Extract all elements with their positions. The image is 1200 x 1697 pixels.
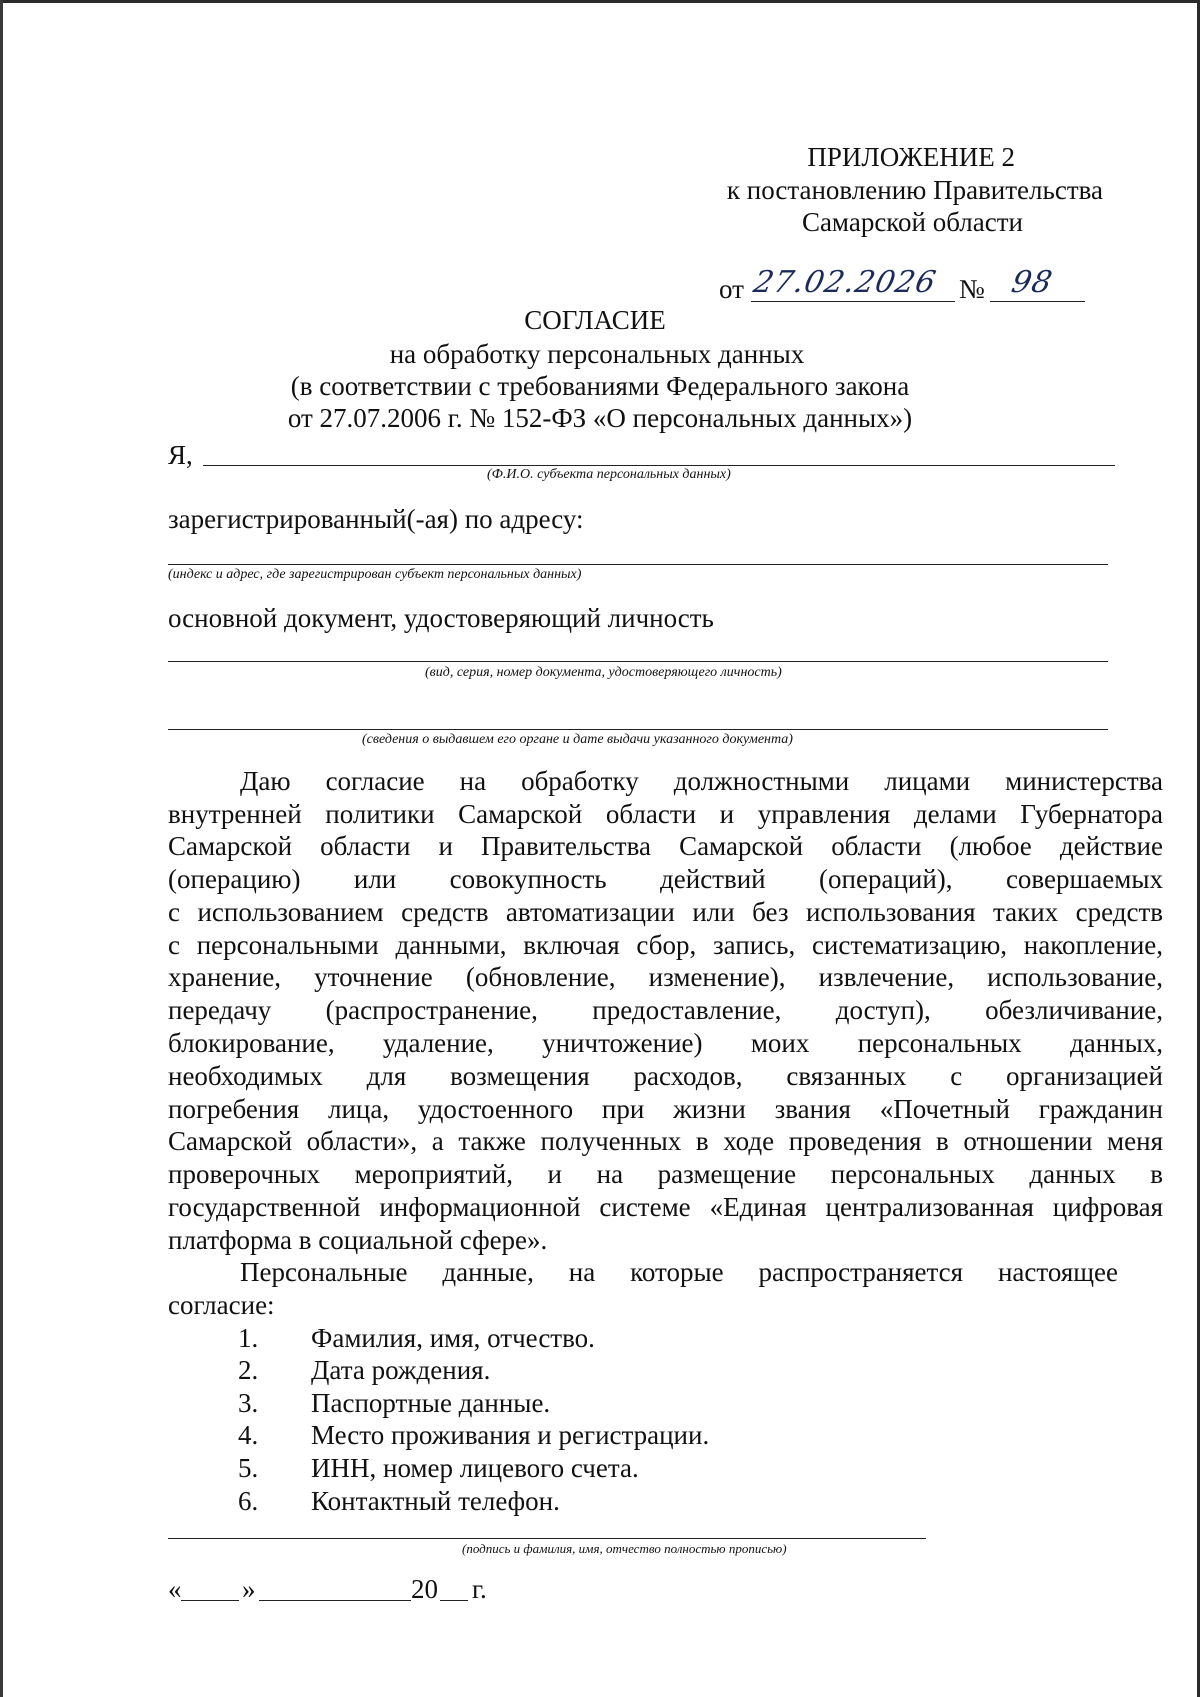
date-prefix: от: [719, 274, 744, 304]
consent-line: с персональными данными, включая сбор, запись, систематизацию, накопление,: [168, 930, 1163, 960]
date-close-quote: »: [242, 1574, 256, 1604]
scan-border-top: [0, 0, 1200, 3]
list-item-number: 1.: [238, 1323, 259, 1353]
consent-line: передачу (распространение, предоставление, доступ), обезличивание,: [168, 995, 1163, 1025]
address-caption: (индекс и адрес, где зарегистрирован субъект персональных данных): [168, 567, 582, 582]
consent-line: (операцию) или совокупность действий (операций), совершаемых: [168, 864, 1163, 894]
month-blank: [259, 1600, 411, 1601]
consent-subtitle-3: от 27.07.2006 г. № 152-ФЗ «О персональных данных»): [287, 403, 913, 433]
handwritten-number: 98: [1008, 265, 1057, 300]
scan-border-left: [0, 0, 3, 1697]
consent-line: погребения лица, удостоенного при жизни звания «Почетный гражданин: [168, 1094, 1163, 1124]
consent-line: блокирование, удаление, уничтожение) моих персональных данных,: [168, 1028, 1163, 1058]
consent-subtitle-1: на обработку персональных данных: [389, 339, 805, 369]
consent-line: проверочных мероприятий, и на размещение персональных данных в: [168, 1159, 1163, 1189]
document-label: основной документ, удостоверяющий личность: [168, 603, 714, 633]
appendix-title: ПРИЛОЖЕНИЕ 2: [807, 142, 1015, 172]
number-sign: №: [959, 274, 985, 304]
consent-line: государственной информационной системе «Единая централизованная цифровая: [168, 1192, 1163, 1222]
list-item-number: 6.: [238, 1486, 259, 1516]
issuer-line: [168, 729, 1108, 730]
list-item-number: 3.: [238, 1388, 259, 1418]
fio-line: [203, 465, 1115, 466]
document-line: [168, 661, 1108, 662]
date-open-quote: «: [168, 1574, 182, 1604]
consent-line: хранение, уточнение (обновление, изменение), извлечение, использование,: [168, 962, 1163, 992]
data-intro-line: Персональные данные, на которые распространяется настоящее: [240, 1257, 1118, 1287]
year-blank: [440, 1600, 468, 1601]
consent-line: Самарской области», а также полученных в ходе проведения в отношении меня: [168, 1126, 1163, 1156]
list-item: Дата рождения.: [311, 1355, 491, 1385]
list-item: Паспортные данные.: [311, 1388, 551, 1418]
consent-line: внутренней политики Самарской области и управления делами Губернатора: [168, 799, 1163, 829]
consent-line: необходимых для возмещения расходов, связанных с организацией: [168, 1061, 1163, 1091]
decree-line-2: Самарской области: [801, 207, 1023, 237]
consent-line: с использованием средств автоматизации или без использования таких средств: [168, 897, 1163, 927]
list-item: Контактный телефон.: [311, 1486, 560, 1516]
signature-line: [168, 1538, 926, 1539]
document-caption: (вид, серия, номер документа, удостоверяющего личность): [425, 665, 782, 680]
list-item-number: 4.: [238, 1420, 259, 1450]
consent-subtitle-2: (в соответствии с требованиями Федерального закона: [290, 371, 910, 401]
list-item: Фамилия, имя, отчество.: [311, 1323, 595, 1353]
i-label: Я,: [168, 440, 193, 470]
year-prefix: 20: [411, 1574, 438, 1604]
list-item: Место проживания и регистрации.: [311, 1420, 710, 1450]
consent-line: Самарской области и Правительства Самарской области (любое действие: [168, 831, 1163, 861]
number-underline: [990, 301, 1085, 302]
list-item-number: 5.: [238, 1453, 259, 1483]
consent-line: платформа в социальной сфере».: [168, 1225, 548, 1255]
fio-caption: (Ф.И.О. субъекта персональных данных): [487, 467, 731, 482]
year-suffix: г.: [472, 1574, 487, 1604]
consent-line: Даю согласие на обработку должностными лицами министерства: [240, 766, 1163, 796]
list-item: ИНН, номер лицевого счета.: [311, 1453, 639, 1483]
day-blank: [181, 1600, 239, 1601]
consent-title: СОГЛАСИЕ: [524, 305, 666, 335]
issuer-caption: (сведения о выдавшем его органе и дате выдачи указанного документа): [362, 732, 793, 747]
address-label: зарегистрированный(-ая) по адресу:: [168, 504, 584, 534]
address-line: [168, 564, 1108, 565]
list-item-number: 2.: [238, 1355, 259, 1385]
handwritten-date: 27.02.2026: [750, 265, 940, 300]
decree-line-1: к постановлению Правительства: [726, 175, 1103, 205]
signature-caption: (подпись и фамилия, имя, отчество полностью прописью): [462, 1541, 787, 1556]
data-intro-line: согласие:: [168, 1290, 275, 1320]
date-underline: [751, 301, 955, 302]
